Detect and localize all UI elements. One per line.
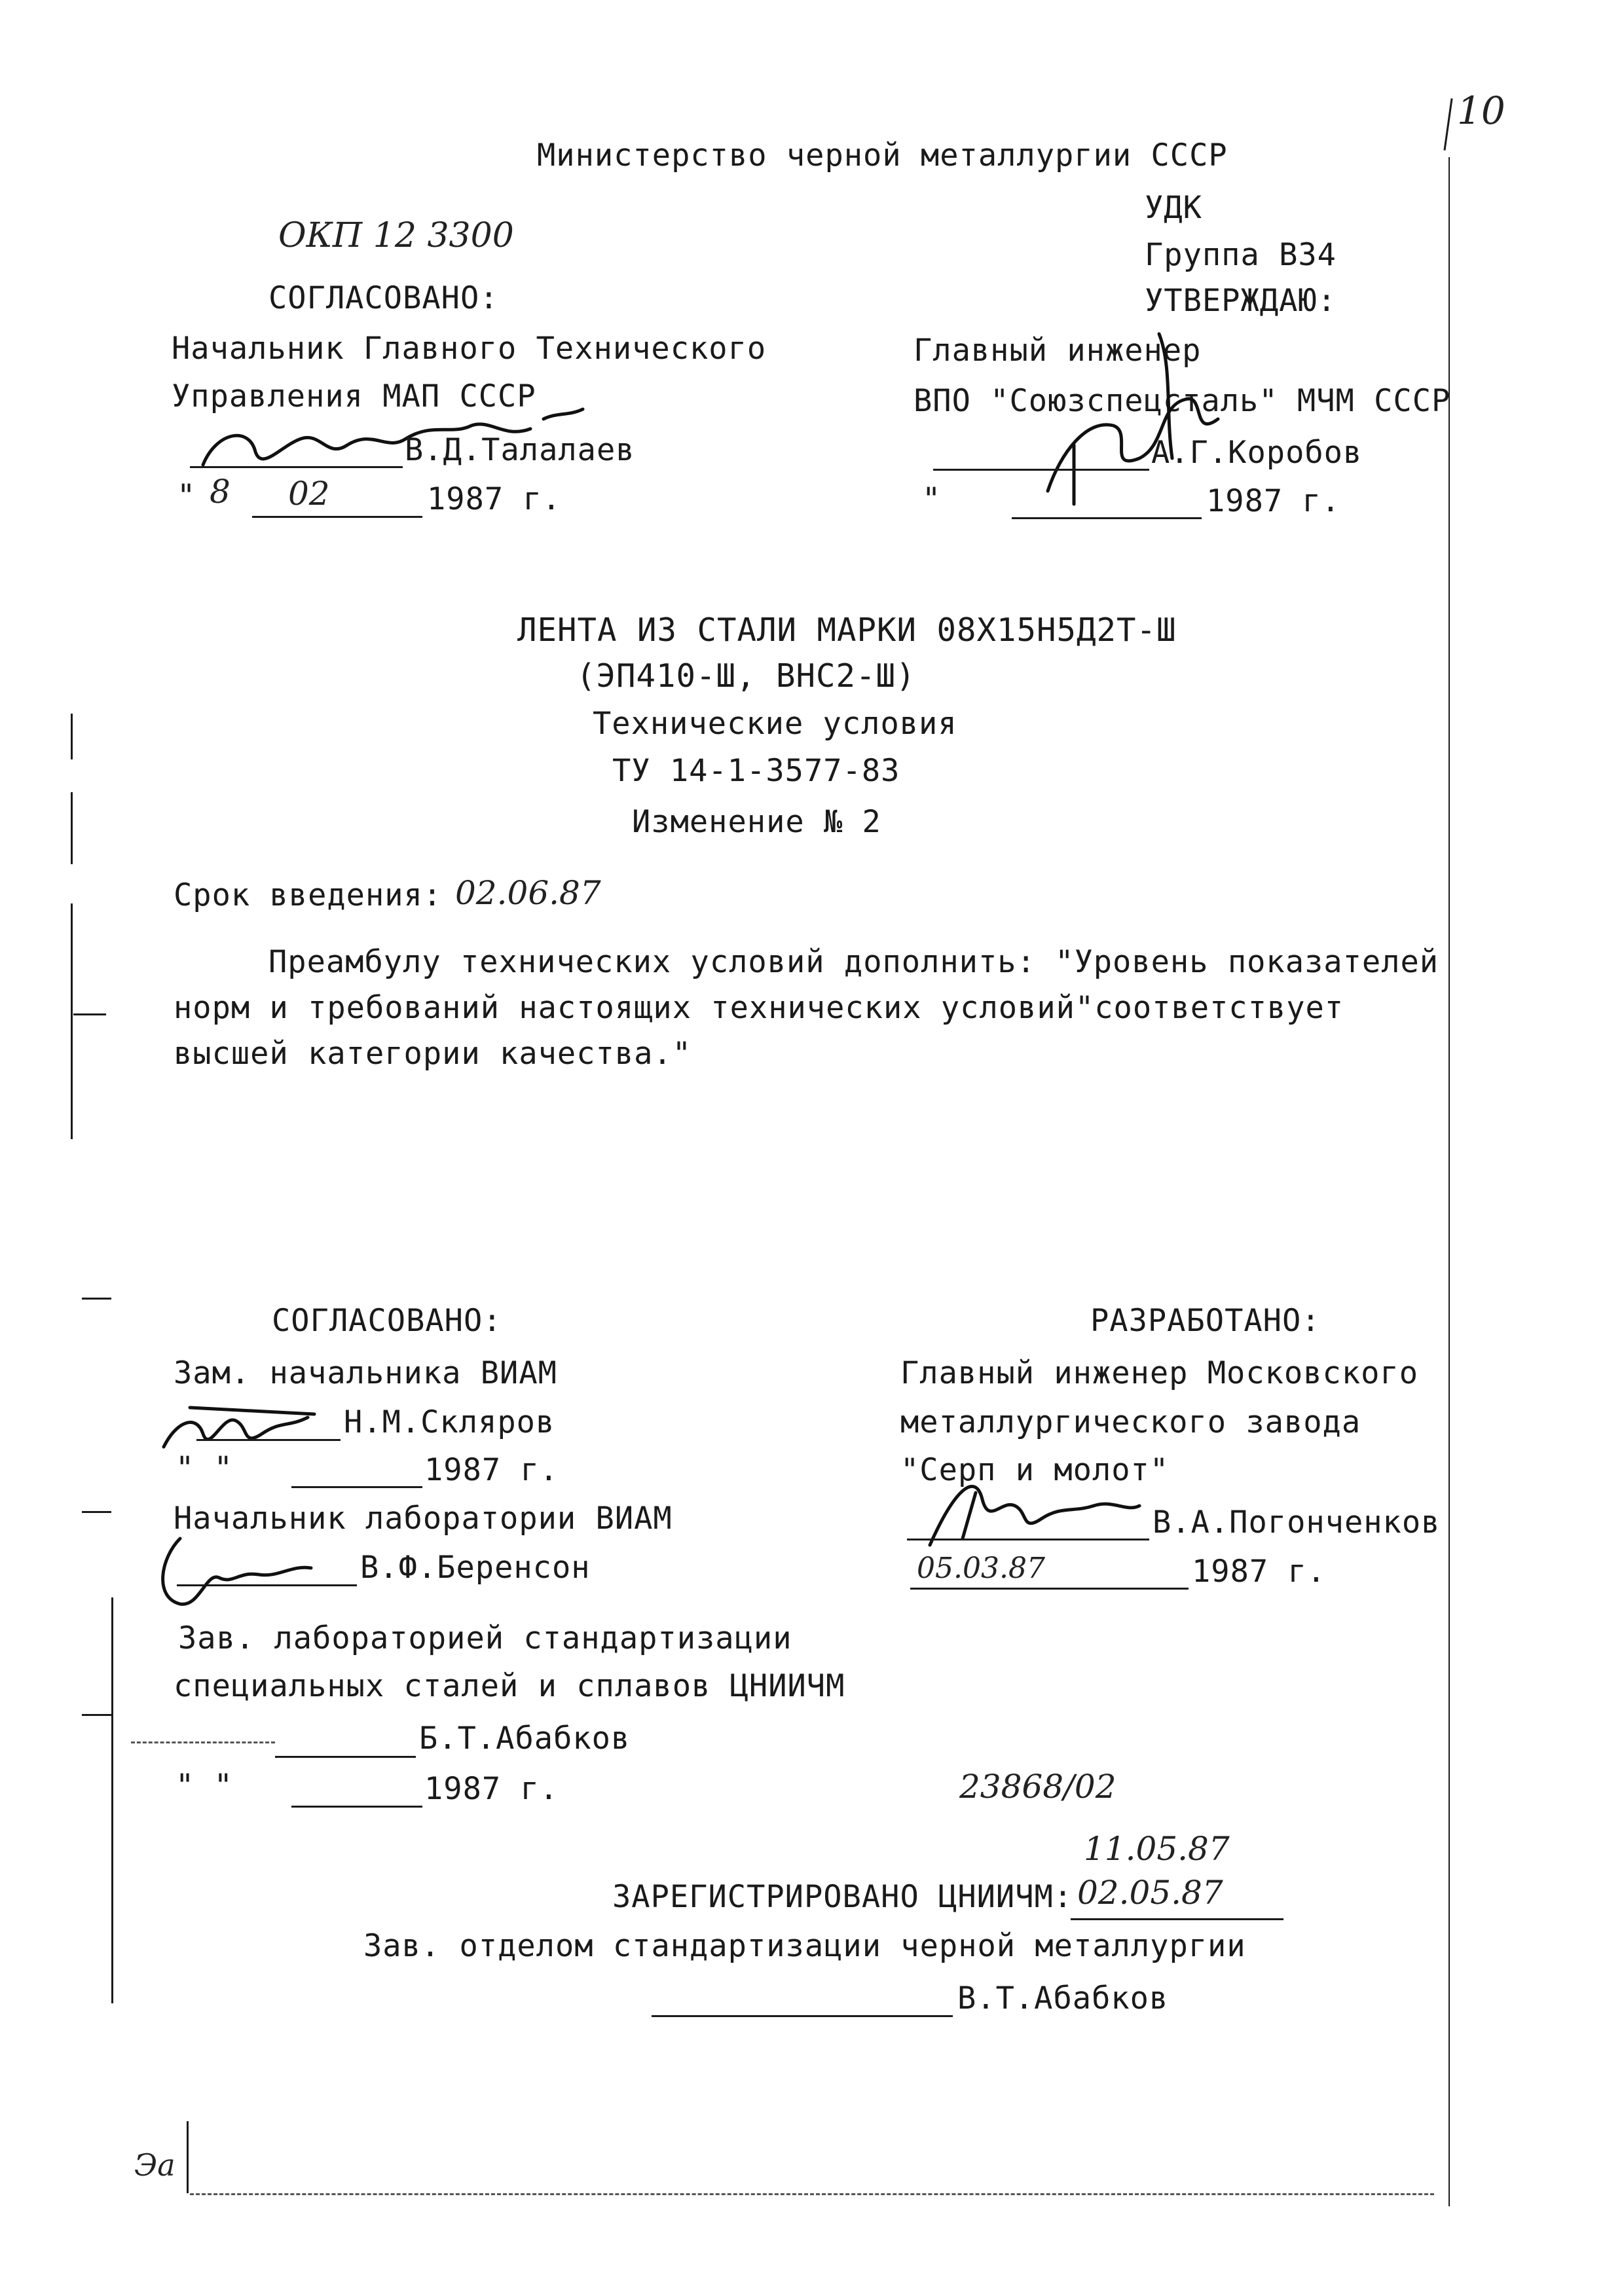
margin-tick-1: [73, 1013, 106, 1015]
signature-line-pogonchenkov: [907, 1539, 1149, 1540]
approve-line1: Главный инженер: [913, 333, 1202, 369]
agreed-bottom-role1: Зам. начальника ВИАМ: [174, 1355, 557, 1391]
approve-date-line: [1012, 517, 1202, 519]
margin-bar-1: [71, 714, 73, 759]
developed-title: РАЗРАБОТАНО:: [1090, 1303, 1321, 1339]
agreed-bottom-name2: В.Ф.Беренсон: [360, 1550, 591, 1586]
registration-hand-date: 11.05.87: [1084, 1830, 1230, 1868]
agreed-top-name: В.Д.Талалаев: [405, 432, 635, 468]
paragraph-line-2: норм и требований настоящих технических условий"соответствует: [174, 990, 1344, 1026]
ministry-title: Министерство черной металлургии СССР: [537, 137, 1228, 173]
signature-pogonchenkov: [904, 1460, 1153, 1558]
registration-date-line: [1071, 1918, 1283, 1920]
agreed-bottom-date1-year: 1987 г.: [424, 1452, 559, 1488]
signature-line-ababkov: [275, 1756, 416, 1758]
approve-date-year: 1987 г.: [1206, 483, 1341, 519]
agreed-bottom-date1-quote: " ": [175, 1450, 233, 1486]
doc-title-5: Изменение № 2: [632, 804, 881, 840]
approve-title: УТВЕРЖДАЮ:: [1145, 283, 1337, 319]
agreed-bottom-name1: Н.М.Скляров: [344, 1404, 555, 1440]
doc-title-1: ЛЕНТА ИЗ СТАЛИ МАРКИ 08Х15Н5Д2Т-Ш: [517, 611, 1177, 649]
agreed-bottom-role3b: специальных сталей и сплавов ЦНИИЧМ: [174, 1668, 845, 1704]
signature-line-sklyarov: [196, 1439, 341, 1441]
agreed-top-line2: Управления МАП СССР: [172, 378, 536, 414]
footer-mark: Эа: [134, 2147, 175, 2183]
registration-date: 02.05.87: [1077, 1874, 1223, 1912]
registration-name: В.Т.Абабков: [957, 1980, 1169, 2016]
agreed-top-date-year: 1987 г.: [427, 481, 562, 517]
registration-label: ЗАРЕГИСТРИРОВАНО ЦНИИЧМ:: [612, 1879, 1073, 1915]
paragraph-line-1: Преамбулу технических условий дополнить: "Уровень показателей: [268, 944, 1439, 980]
margin-bar-4: [111, 1597, 113, 2003]
approve-line2: ВПО "Союзспецсталь" МЧМ СССР: [913, 383, 1451, 419]
agreed-bottom-name3: Б.Т.Абабков: [419, 1721, 631, 1757]
approve-date-quote: ": [922, 481, 942, 517]
page-number: 10: [1457, 88, 1505, 133]
paragraph-line-3: высшей категории качества.": [174, 1036, 692, 1072]
developed-line1: Главный инженер Московского: [900, 1355, 1419, 1391]
registration-signature-line: [652, 2015, 953, 2017]
agreed-bottom-role2: Начальник лаборатории ВИАМ: [174, 1501, 673, 1537]
registration-number: 23868/02: [959, 1768, 1116, 1806]
footer-mark-stroke: [187, 2121, 189, 2193]
margin-tick-4: [82, 1714, 111, 1716]
signature-dashes-ababkov: [131, 1741, 275, 1743]
agreed-top-date-quote: ": [177, 478, 196, 514]
margin-tick-2: [82, 1298, 111, 1300]
developed-date-line: [910, 1588, 1189, 1590]
agreed-top-date-line: [252, 516, 422, 518]
footer-dashed-line: [190, 2193, 1434, 2195]
developed-line2: металлургического завода: [900, 1404, 1361, 1440]
doc-title-4: ТУ 14-1-3577-83: [612, 753, 900, 789]
approve-name: А.Г.Коробов: [1151, 435, 1363, 471]
agreed-bottom-date1-line: [291, 1486, 422, 1488]
developed-name: В.А.Погонченков: [1153, 1504, 1441, 1540]
developed-date-year: 1987 г.: [1192, 1554, 1327, 1590]
agreed-title-bottom: СОГЛАСОВАНО:: [272, 1303, 502, 1339]
agreed-top-line1: Начальник Главного Технического: [172, 331, 767, 367]
agreed-top-date-month: 02: [288, 475, 330, 513]
developed-date-hand: 05.03.87: [917, 1552, 1045, 1585]
margin-bar-2: [71, 792, 73, 864]
agreed-bottom-role3a: Зав. лабораторией стандартизации: [178, 1620, 792, 1656]
doc-title-2: (ЭП410-Ш, ВНС2-Ш): [576, 657, 916, 695]
agreed-bottom-date3-year: 1987 г.: [424, 1771, 559, 1807]
signature-berenson: [141, 1525, 357, 1611]
signature-line-berenson: [177, 1584, 357, 1586]
group-label: Группа В34: [1145, 237, 1337, 273]
registration-head: Зав. отделом стандартизации черной металлургии: [363, 1928, 1246, 1964]
page-number-stroke: [1443, 98, 1452, 151]
developed-line3: "Серп и молот": [900, 1452, 1170, 1488]
effective-date-label: Срок введения:: [174, 877, 443, 913]
agreed-bottom-date3-quote: " ": [175, 1768, 233, 1804]
right-margin-line: [1449, 157, 1450, 2206]
effective-date-value: 02.06.87: [455, 874, 601, 912]
udk-label: УДК: [1145, 190, 1202, 226]
agreed-bottom-date3-line: [291, 1806, 422, 1808]
signature-line-korobov: [933, 469, 1149, 471]
okp-code: ОКП 12 3300: [278, 216, 514, 255]
agreed-top-date-day: 8: [210, 473, 231, 511]
margin-tick-3: [82, 1511, 111, 1513]
doc-title-3: Технические условия: [593, 706, 957, 742]
margin-bar-3: [71, 903, 73, 1139]
agreed-title-top: СОГЛАСОВАНО:: [268, 280, 499, 316]
